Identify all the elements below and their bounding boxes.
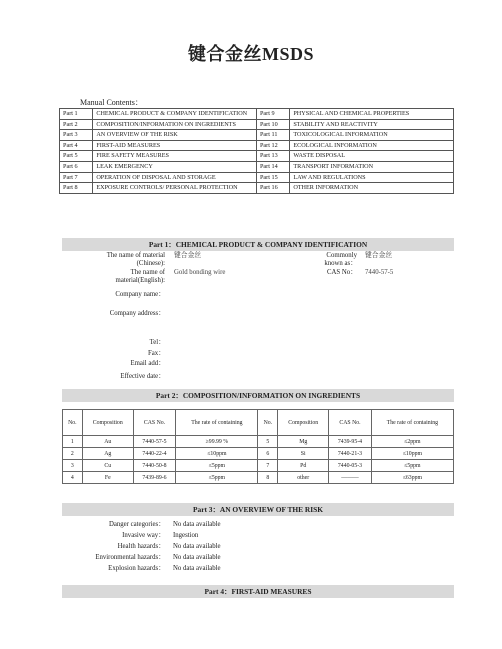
composition-cell: 8 — [258, 472, 278, 484]
name-cn-value: 键合金丝 — [174, 252, 202, 259]
company-name-label: Company name： — [115, 291, 165, 298]
contents-left-part: Part 5 — [60, 151, 93, 162]
composition-row — [63, 448, 454, 460]
composition-cell: ≤10ppm — [176, 448, 258, 460]
commonly-label-line1: Commonly — [326, 252, 357, 259]
composition-cell: ≤5ppm — [176, 472, 258, 484]
composition-cell: 7440-50-8 — [133, 460, 176, 472]
composition-cell: 4 — [63, 472, 83, 484]
contents-right-name: STABILITY AND REACTIVITY — [290, 119, 454, 130]
contents-row — [60, 183, 454, 194]
composition-cell: 7440-05-3 — [329, 460, 372, 472]
composition-cell: ≤63ppm — [371, 472, 453, 484]
name-cn-label-line2: (Chinese): — [136, 260, 165, 267]
risk-value: No data available — [173, 521, 221, 528]
commonly-known-value: 键合金丝 — [365, 252, 393, 259]
composition-header-cell: Composition — [82, 410, 133, 436]
contents-left-part: Part 3 — [60, 130, 93, 141]
contents-left-part: Part 1 — [60, 109, 93, 120]
company-address-label: Company address： — [109, 310, 165, 317]
contents-right-part: Part 14 — [256, 161, 289, 172]
contents-right-part: Part 10 — [256, 119, 289, 130]
risk-value: Ingestion — [173, 532, 199, 539]
part3-heading-prefix: Part 3： — [193, 505, 220, 514]
contents-right-part: Part 16 — [256, 183, 289, 194]
composition-row — [63, 436, 454, 448]
name-en-label-line1: The name of — [130, 269, 165, 276]
email-label: Email add： — [130, 360, 165, 367]
risk-label: Health hazards： — [117, 543, 165, 550]
composition-cell: ——— — [329, 472, 372, 484]
part2-heading-text: COMPOSITION/INFORMATION ON INGREDIENTS — [182, 391, 361, 400]
contents-right-part: Part 9 — [256, 109, 289, 120]
contents-left-name: CHEMICAL PRODUCT & COMPANY IDENTIFICATION — [93, 109, 257, 120]
composition-cell: ≤5ppm — [176, 460, 258, 472]
contents-row — [60, 130, 454, 141]
composition-cell: ≤5ppm — [371, 460, 453, 472]
name-cn-label-line1: The name of material — [106, 252, 165, 259]
contents-left-part: Part 7 — [60, 172, 93, 183]
composition-row — [63, 472, 454, 484]
composition-cell: Au — [82, 436, 133, 448]
risk-label: Invasive way： — [122, 532, 165, 539]
contents-right-name: TOXICOLOGICAL INFORMATION — [290, 130, 454, 141]
contents-row — [60, 119, 454, 130]
cas-label: CAS No： — [326, 269, 357, 276]
part1-heading-text: CHEMICAL PRODUCT & COMPANY IDENTIFICATION — [175, 240, 368, 249]
composition-header-row — [63, 410, 454, 436]
composition-cell: 7 — [258, 460, 278, 472]
contents-left-name: FIRE SAFETY MEASURES — [93, 151, 257, 162]
composition-header-cell: The rate of containing — [176, 410, 258, 436]
composition-cell: Si — [278, 448, 329, 460]
contents-left-name: OPERATION OF DISPOSAL AND STORAGE — [93, 172, 257, 183]
contents-right-name: OTHER INFORMATION — [290, 183, 454, 194]
part1-heading — [62, 238, 454, 251]
fax-label: Fax： — [148, 350, 165, 357]
composition-cell: Mg — [278, 436, 329, 448]
contents-right-part: Part 15 — [256, 172, 289, 183]
name-en-label-line2: material(English): — [115, 277, 165, 284]
contents-row — [60, 172, 454, 183]
composition-header-cell: The rate of containing — [371, 410, 453, 436]
name-en-label — [62, 269, 165, 285]
composition-cell: 7440-22-4 — [133, 448, 176, 460]
contents-left-name: AN OVERVIEW OF THE RISK — [93, 130, 257, 141]
composition-cell: Ag — [82, 448, 133, 460]
name-cn-label — [62, 252, 165, 268]
composition-cell: 7439-89-6 — [133, 472, 176, 484]
composition-cell: 3 — [63, 460, 83, 472]
contents-left-part: Part 4 — [60, 140, 93, 151]
part4-heading — [62, 585, 454, 598]
composition-header-cell: CAS No. — [133, 410, 176, 436]
contents-right-name: WASTE DISPOSAL — [290, 151, 454, 162]
composition-cell: ≤2ppm — [371, 436, 453, 448]
composition-cell: 5 — [258, 436, 278, 448]
contents-row — [60, 109, 454, 120]
composition-cell: ≤10ppm — [371, 448, 453, 460]
part4-heading-text: FIRST-AID MEASURES — [231, 587, 312, 596]
contents-left-part: Part 6 — [60, 161, 93, 172]
composition-header-cell: CAS No. — [329, 410, 372, 436]
composition-cell: 7439-95-4 — [329, 436, 372, 448]
contents-left-name: COMPOSITION/INFORMATION ON INGREDIENTS — [93, 119, 257, 130]
document-title: 键合金丝MSDS — [187, 44, 314, 64]
contents-right-part: Part 13 — [256, 151, 289, 162]
commonly-known-label — [300, 252, 357, 268]
part1-heading-prefix: Part 1： — [148, 240, 176, 249]
composition-header-cell: No. — [63, 410, 83, 436]
manual-contents-label: Manual Contents： — [80, 98, 143, 107]
contents-left-name: EXPOSURE CONTROLS/ PERSONAL PROTECTION — [93, 183, 257, 194]
part2-heading-prefix: Part 2： — [155, 391, 183, 400]
composition-header-cell: No. — [258, 410, 278, 436]
contents-left-part: Part 2 — [60, 119, 93, 130]
contents-left-part: Part 8 — [60, 183, 93, 194]
part4-heading-prefix: Part 4： — [204, 587, 232, 596]
contents-row — [60, 161, 454, 172]
risk-value: No data available — [173, 554, 221, 561]
contents-left-name: FIRST-AID MEASURES — [93, 140, 257, 151]
composition-header-cell: Composition — [278, 410, 329, 436]
composition-cell: 7440-57-5 — [133, 436, 176, 448]
contents-right-part: Part 11 — [256, 130, 289, 141]
contents-right-part: Part 12 — [256, 140, 289, 151]
commonly-label-line2: known as： — [324, 260, 357, 267]
risk-label: Explosion hazards： — [108, 565, 165, 572]
composition-cell: 1 — [63, 436, 83, 448]
composition-cell: 2 — [63, 448, 83, 460]
contents-right-name: LAW AND REGULATIONS — [290, 172, 454, 183]
composition-cell: 6 — [258, 448, 278, 460]
composition-cell: 7440-21-3 — [329, 448, 372, 460]
contents-row — [60, 140, 454, 151]
risk-label: Danger categories： — [108, 521, 165, 528]
risk-value: No data available — [173, 565, 221, 572]
risk-label: Environmental hazards： — [95, 554, 165, 561]
cas-value: 7440-57-5 — [365, 269, 394, 276]
composition-cell: ≥99.99 % — [176, 436, 258, 448]
contents-right-name: ECOLOGICAL INFORMATION — [290, 140, 454, 151]
composition-row — [63, 460, 454, 472]
contents-right-name: PHYSICAL AND CHEMICAL PROPERTIES — [290, 109, 454, 120]
tel-label: Tel： — [149, 339, 165, 346]
composition-cell: Fe — [82, 472, 133, 484]
contents-left-name: LEAK EMERGENCY — [93, 161, 257, 172]
effective-date-label: Effective date： — [120, 373, 165, 380]
risk-value: No data available — [173, 543, 221, 550]
contents-right-name: TRANSPORT INFORMATION — [290, 161, 454, 172]
contents-row — [60, 151, 454, 162]
part3-heading-text: AN OVERVIEW OF THE RISK — [219, 505, 323, 514]
part2-heading — [62, 389, 454, 402]
composition-table — [62, 409, 454, 484]
contents-table — [59, 108, 454, 194]
part3-heading — [62, 503, 454, 516]
composition-cell: Cu — [82, 460, 133, 472]
composition-cell: other — [278, 472, 329, 484]
composition-cell: Pd — [278, 460, 329, 472]
name-en-value: Gold bonding wire — [174, 269, 226, 276]
